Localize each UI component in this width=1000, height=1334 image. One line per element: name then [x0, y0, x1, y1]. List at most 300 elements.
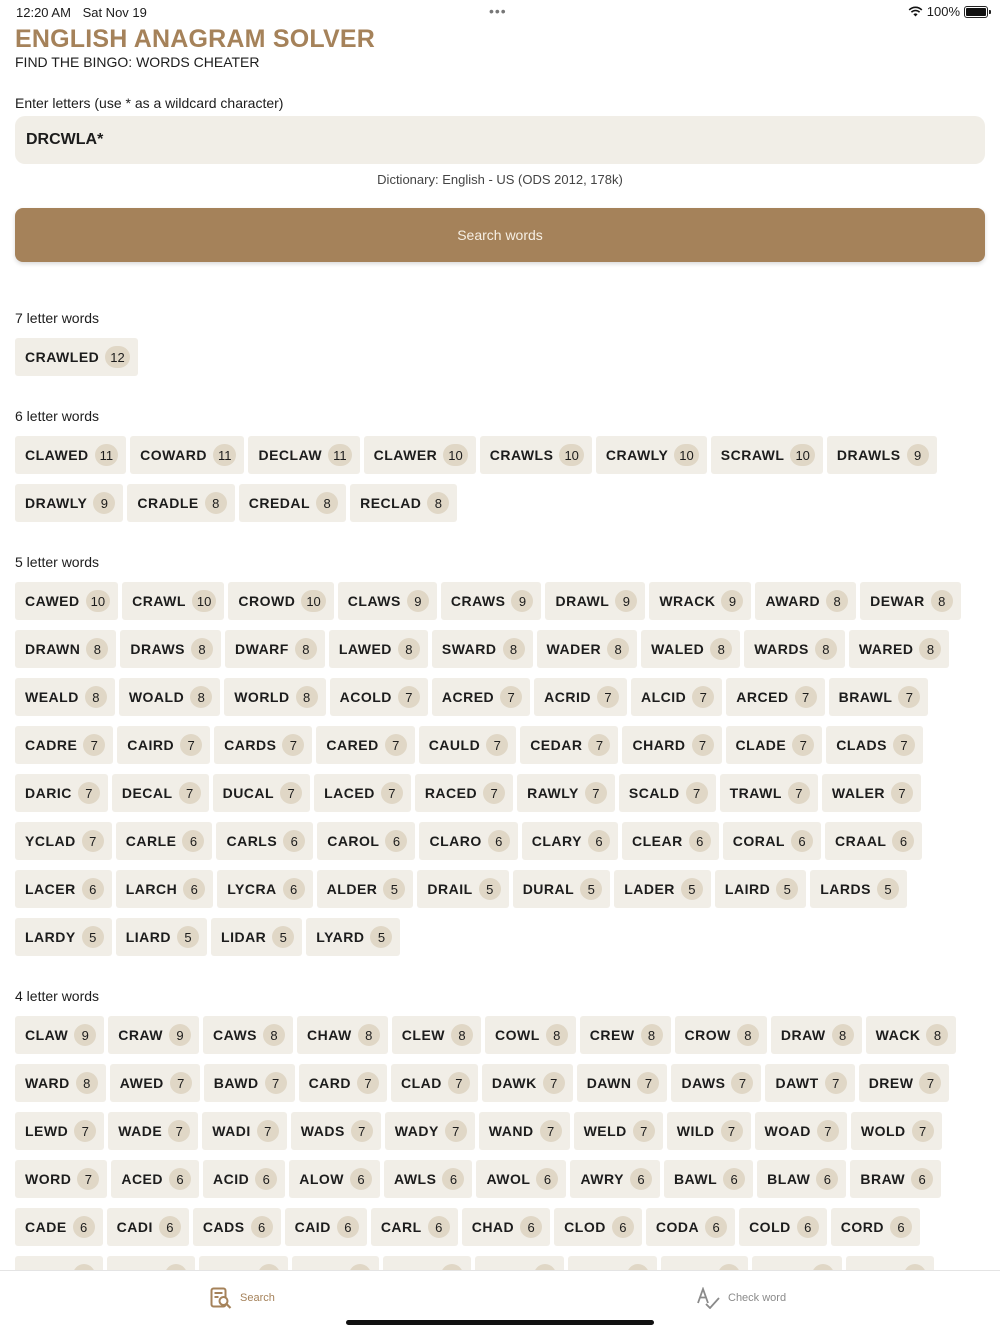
word-text: AWRY [580, 1171, 624, 1187]
word-chip[interactable] [765, 1064, 854, 1102]
word-score-badge: 5 [479, 878, 501, 900]
word-chip[interactable] [534, 678, 627, 716]
group-heading: 6 letter words [15, 408, 100, 424]
word-score-badge: 6 [705, 1216, 727, 1238]
status-bar [0, 0, 1000, 24]
word-score-badge: 7 [265, 1072, 287, 1094]
word-text: TRAWL [729, 785, 782, 801]
word-chip[interactable] [554, 1208, 642, 1246]
word-chip[interactable] [15, 870, 112, 908]
spellcheck-icon [696, 1287, 720, 1309]
word-text: DRAWS [130, 641, 186, 657]
word-chip[interactable] [202, 1112, 287, 1150]
word-chip[interactable] [15, 726, 113, 764]
word-score-badge: 9 [74, 1024, 96, 1046]
word-chip[interactable] [116, 822, 213, 860]
word-chip[interactable] [116, 918, 207, 956]
word-text: WARDS [754, 641, 809, 657]
word-chip[interactable] [116, 870, 214, 908]
word-text: DECAL [121, 785, 173, 801]
word-chip[interactable] [120, 630, 221, 668]
word-score-badge: 12 [105, 346, 129, 368]
word-chip-list [15, 582, 990, 956]
search-words-button[interactable]: Search words [15, 208, 985, 262]
word-text: WAND [488, 1123, 534, 1139]
word-text: SWARD [441, 641, 497, 657]
word-chip[interactable] [419, 726, 517, 764]
word-chip[interactable] [432, 630, 533, 668]
word-chip[interactable] [317, 870, 414, 908]
word-chip[interactable] [306, 918, 400, 956]
word-chip[interactable] [415, 774, 513, 812]
word-text: CAWED [25, 593, 80, 609]
word-chip[interactable] [517, 774, 615, 812]
word-chip-list [15, 436, 990, 522]
word-text: WEALD [25, 689, 79, 705]
word-chip[interactable] [15, 630, 116, 668]
word-text: WORLD [234, 689, 290, 705]
word-chip[interactable] [715, 870, 806, 908]
word-text: DAWS [681, 1075, 726, 1091]
word-chip[interactable] [15, 918, 112, 956]
word-text: CARD [308, 1075, 352, 1091]
word-score-badge: 11 [328, 444, 352, 466]
word-chip[interactable] [225, 630, 325, 668]
word-text: WARED [858, 641, 914, 657]
word-chip[interactable] [338, 582, 437, 620]
word-text: DAWK [491, 1075, 537, 1091]
word-chip[interactable] [15, 338, 138, 376]
word-score-badge: 6 [251, 1216, 273, 1238]
word-chip[interactable] [203, 1016, 293, 1054]
word-chip[interactable] [860, 582, 961, 620]
word-score-badge: 8 [832, 1024, 854, 1046]
word-text: CADI [116, 1219, 153, 1235]
word-score-badge: 8 [86, 638, 108, 660]
word-chip[interactable] [726, 726, 823, 764]
word-chip[interactable] [392, 1016, 481, 1054]
word-text: RECLAD [360, 495, 422, 511]
word-text: CLEAR [631, 833, 683, 849]
word-chip[interactable] [213, 774, 311, 812]
word-score-badge: 8 [295, 638, 317, 660]
status-date: Sat Nov 19 [82, 5, 147, 20]
word-chip[interactable] [485, 1016, 576, 1054]
word-text: LEWD [25, 1123, 69, 1139]
word-chip[interactable] [122, 582, 224, 620]
word-text: DREW [868, 1075, 914, 1091]
word-chip[interactable] [739, 1208, 827, 1246]
word-text: CHAW [307, 1027, 352, 1043]
word-chip[interactable] [866, 1016, 957, 1054]
word-chip[interactable] [130, 436, 244, 474]
word-score-badge: 8 [546, 1024, 568, 1046]
word-text: LARDS [820, 881, 871, 897]
dictionary-selector[interactable]: Dictionary: English - US (ODS 2012, 178k) [377, 172, 623, 187]
word-score-badge: 9 [93, 492, 115, 514]
word-chip[interactable] [364, 436, 476, 474]
word-score-badge: 5 [776, 878, 798, 900]
word-chip[interactable] [317, 822, 415, 860]
word-text: COWL [495, 1027, 540, 1043]
word-score-badge: 8 [607, 638, 629, 660]
word-chip[interactable] [479, 1112, 570, 1150]
word-chip[interactable] [111, 1160, 199, 1198]
word-chip[interactable] [859, 1064, 950, 1102]
word-text: SCALD [628, 785, 680, 801]
word-text: RAWLY [527, 785, 579, 801]
word-text: CLEW [401, 1027, 445, 1043]
word-text: CHAD [471, 1219, 515, 1235]
word-text: WOALD [128, 689, 185, 705]
word-text: CORD [840, 1219, 884, 1235]
word-text: CROWD [238, 593, 296, 609]
word-chip[interactable] [574, 1112, 663, 1150]
word-score-badge: 10 [790, 444, 814, 466]
word-score-badge: 9 [907, 444, 929, 466]
word-text: LAWED [338, 641, 392, 657]
word-chip[interactable] [757, 1160, 846, 1198]
word-chip[interactable] [15, 1016, 104, 1054]
word-score-badge: 7 [351, 1120, 373, 1142]
word-score-badge: 6 [337, 1216, 359, 1238]
word-score-badge: 10 [192, 590, 216, 612]
word-score-badge: 9 [407, 590, 429, 612]
word-score-badge: 8 [503, 638, 525, 660]
word-text: CADE [25, 1219, 67, 1235]
word-text: DECLAW [258, 447, 323, 463]
word-chip[interactable] [432, 678, 530, 716]
word-score-badge: 6 [428, 1216, 450, 1238]
multitasking-dots[interactable]: ••• [489, 3, 507, 19]
word-score-badge: 8 [76, 1072, 98, 1094]
word-chip[interactable] [107, 1208, 189, 1246]
word-chip[interactable] [711, 436, 823, 474]
word-score-badge: 7 [257, 1120, 279, 1142]
word-score-badge: 10 [86, 590, 110, 612]
word-text: AWOL [486, 1171, 531, 1187]
word-text: ACID [213, 1171, 250, 1187]
word-score-badge: 6 [73, 1216, 95, 1238]
word-chip[interactable] [193, 1208, 281, 1246]
word-text: DRAWL [555, 593, 610, 609]
word-chip[interactable] [299, 1064, 387, 1102]
word-score-badge: 7 [788, 782, 810, 804]
word-chip[interactable] [480, 436, 592, 474]
word-text: AWARD [765, 593, 821, 609]
word-score-badge: 7 [179, 782, 201, 804]
word-chip[interactable] [849, 630, 950, 668]
word-score-badge: 9 [511, 590, 533, 612]
word-text: WOLD [860, 1123, 906, 1139]
word-chip[interactable] [385, 1112, 475, 1150]
word-chip[interactable] [203, 1160, 285, 1198]
group-heading: 4 letter words [15, 988, 100, 1004]
word-text: CLAWER [373, 447, 438, 463]
word-chip[interactable] [482, 1064, 573, 1102]
word-text: WADER [546, 641, 602, 657]
word-text: CRAWLED [25, 349, 100, 365]
tab-check-label: Check word [728, 1292, 787, 1304]
tab-check-word[interactable] [696, 1287, 786, 1309]
word-score-badge: 8 [296, 686, 318, 708]
word-chip[interactable] [15, 1160, 107, 1198]
word-chip[interactable] [417, 870, 508, 908]
word-chip[interactable] [744, 630, 845, 668]
word-chip[interactable] [108, 1016, 199, 1054]
word-chip[interactable] [15, 1208, 103, 1246]
word-score-badge: 6 [689, 830, 711, 852]
word-text: LACER [25, 881, 76, 897]
word-text: BAWL [673, 1171, 718, 1187]
word-score-badge: 8 [641, 1024, 663, 1046]
home-indicator [346, 1320, 654, 1325]
word-chip[interactable] [641, 630, 740, 668]
word-text: CLARO [429, 833, 482, 849]
word-chip[interactable] [214, 726, 312, 764]
word-chip[interactable] [520, 726, 618, 764]
word-chip[interactable] [755, 1112, 847, 1150]
word-chip[interactable] [248, 436, 359, 474]
wifi-icon [908, 6, 923, 17]
word-chip[interactable] [622, 726, 721, 764]
word-text: LYARD [316, 929, 365, 945]
word-chip[interactable] [441, 582, 542, 620]
word-chip[interactable] [664, 1160, 753, 1198]
word-score-badge: 6 [169, 1168, 191, 1190]
battery-icon [964, 6, 988, 18]
group-heading: 5 letter words [15, 554, 100, 570]
word-chip[interactable] [522, 822, 618, 860]
word-score-badge: 7 [585, 782, 607, 804]
word-text: CAULD [428, 737, 481, 753]
word-chip[interactable] [810, 870, 907, 908]
word-text: ACRID [544, 689, 592, 705]
word-text: YCLAD [25, 833, 76, 849]
word-text: CAID [294, 1219, 331, 1235]
word-chip[interactable] [851, 1112, 942, 1150]
word-chip[interactable] [15, 822, 112, 860]
word-score-badge: 6 [520, 1216, 542, 1238]
word-chip[interactable] [117, 726, 210, 764]
word-chip[interactable] [15, 484, 123, 522]
word-chip[interactable] [204, 1064, 295, 1102]
word-chip[interactable] [755, 582, 856, 620]
word-score-badge: 6 [488, 830, 510, 852]
word-score-badge: 8 [919, 638, 941, 660]
word-chip[interactable] [614, 870, 711, 908]
word-chip[interactable] [384, 1160, 472, 1198]
word-chip[interactable] [127, 484, 234, 522]
word-chip[interactable] [826, 726, 923, 764]
word-chip[interactable] [827, 436, 937, 474]
word-chip[interactable] [15, 774, 108, 812]
word-score-badge: 8 [205, 492, 227, 514]
word-score-badge: 7 [792, 734, 814, 756]
word-score-badge: 7 [385, 734, 407, 756]
word-chip[interactable] [622, 822, 719, 860]
word-text: BRAWL [838, 689, 893, 705]
word-chip[interactable] [537, 630, 638, 668]
word-text: CLADS [836, 737, 887, 753]
word-text: CODA [655, 1219, 700, 1235]
word-chip[interactable] [15, 1064, 106, 1102]
word-chip[interactable] [476, 1160, 566, 1198]
letters-input[interactable] [15, 116, 985, 164]
word-score-badge: 10 [443, 444, 467, 466]
word-chip[interactable] [825, 822, 923, 860]
word-chip[interactable] [671, 1064, 761, 1102]
word-chip[interactable] [513, 870, 611, 908]
word-chip[interactable] [285, 1208, 367, 1246]
word-text: BAWD [213, 1075, 259, 1091]
word-text: DRAWLY [25, 495, 88, 511]
word-score-badge: 5 [82, 926, 104, 948]
group-heading: 7 letter words [15, 310, 100, 326]
word-text: LADER [624, 881, 675, 897]
word-score-badge: 7 [898, 686, 920, 708]
word-text: AWLS [394, 1171, 437, 1187]
word-chip[interactable] [314, 774, 411, 812]
word-text: DRAW [780, 1027, 826, 1043]
word-score-badge: 11 [95, 444, 119, 466]
word-score-badge: 6 [797, 1216, 819, 1238]
word-chip[interactable] [211, 918, 302, 956]
word-chip[interactable] [119, 678, 220, 716]
word-score-badge: 6 [442, 1168, 464, 1190]
word-text: LYCRA [227, 881, 277, 897]
word-score-badge: 7 [445, 1120, 467, 1142]
word-score-badge: 6 [283, 878, 305, 900]
word-score-badge: 8 [926, 1024, 948, 1046]
word-chip[interactable] [329, 630, 428, 668]
word-chip[interactable] [239, 484, 346, 522]
word-chip[interactable] [216, 822, 313, 860]
word-text: ALCID [641, 689, 687, 705]
word-chip[interactable] [15, 678, 115, 716]
word-score-badge: 6 [588, 830, 610, 852]
word-chip[interactable] [850, 1160, 941, 1198]
word-chip[interactable] [228, 582, 333, 620]
word-text: CAWS [213, 1027, 257, 1043]
word-chip[interactable] [619, 774, 716, 812]
word-text: DRAIL [427, 881, 473, 897]
word-chip[interactable] [391, 1064, 478, 1102]
word-score-badge: 10 [674, 444, 698, 466]
word-text: DEWAR [870, 593, 925, 609]
word-text: WOAD [764, 1123, 811, 1139]
word-chip[interactable] [15, 436, 126, 474]
word-score-badge: 6 [630, 1168, 652, 1190]
word-chip[interactable] [110, 1064, 200, 1102]
word-chip[interactable] [350, 484, 457, 522]
word-score-badge: 7 [448, 1072, 470, 1094]
word-score-badge: 7 [893, 734, 915, 756]
word-chip[interactable] [462, 1208, 550, 1246]
word-chip[interactable] [291, 1112, 381, 1150]
word-chip[interactable] [720, 774, 818, 812]
word-score-badge: 7 [919, 1072, 941, 1094]
word-text: ACRED [441, 689, 495, 705]
word-chip[interactable] [330, 678, 428, 716]
word-chip[interactable] [723, 822, 821, 860]
word-chip[interactable] [667, 1112, 751, 1150]
word-chip[interactable] [570, 1160, 659, 1198]
word-text: CORAL [732, 833, 785, 849]
word-text: CRAWS [450, 593, 506, 609]
word-score-badge: 6 [183, 878, 205, 900]
word-text: WADI [212, 1123, 251, 1139]
word-score-badge: 7 [170, 1072, 192, 1094]
word-chip[interactable] [224, 678, 325, 716]
word-text: CARL [380, 1219, 422, 1235]
word-score-badge: 8 [263, 1024, 285, 1046]
word-chip[interactable] [545, 582, 645, 620]
word-chip[interactable] [646, 1208, 735, 1246]
word-text: ALOW [299, 1171, 344, 1187]
word-text: DUCAL [222, 785, 275, 801]
word-text: CRAWLY [605, 447, 669, 463]
word-text: CARLS [226, 833, 278, 849]
word-text: COWARD [140, 447, 207, 463]
word-score-badge: 6 [816, 1168, 838, 1190]
word-chip[interactable] [371, 1208, 458, 1246]
word-score-badge: 9 [721, 590, 743, 612]
word-chip[interactable] [771, 1016, 862, 1054]
word-chip[interactable] [112, 774, 209, 812]
tab-search[interactable] [210, 1287, 275, 1309]
word-score-badge: 7 [721, 1120, 743, 1142]
word-chip[interactable] [631, 678, 722, 716]
word-chip[interactable] [108, 1112, 198, 1150]
word-score-badge: 9 [169, 1024, 191, 1046]
word-chip[interactable] [15, 582, 118, 620]
word-chip[interactable] [580, 1016, 671, 1054]
word-chip[interactable] [649, 582, 751, 620]
word-text: WILD [676, 1123, 715, 1139]
word-chip[interactable] [829, 678, 929, 716]
word-chip[interactable] [297, 1016, 388, 1054]
word-chip[interactable] [316, 726, 414, 764]
word-text: CADRE [25, 737, 78, 753]
app-title: ENGLISH ANAGRAM SOLVER [15, 25, 375, 53]
word-chip[interactable] [289, 1160, 380, 1198]
word-score-badge: 10 [559, 444, 583, 466]
word-chip[interactable] [15, 1112, 104, 1150]
word-chip[interactable] [217, 870, 312, 908]
word-score-badge: 7 [77, 1168, 99, 1190]
word-score-badge: 8 [398, 638, 420, 660]
word-score-badge: 7 [637, 1072, 659, 1094]
word-chip[interactable] [596, 436, 707, 474]
word-text: CARLE [125, 833, 177, 849]
word-chip[interactable] [419, 822, 517, 860]
word-text: CLARY [531, 833, 582, 849]
word-score-badge: 6 [385, 830, 407, 852]
word-chip[interactable] [675, 1016, 767, 1054]
word-chip[interactable] [822, 774, 921, 812]
word-score-badge: 7 [398, 686, 420, 708]
word-chip[interactable] [831, 1208, 920, 1246]
word-score-badge: 8 [316, 492, 338, 514]
word-text: CHARD [632, 737, 686, 753]
word-text: DAWN [586, 1075, 632, 1091]
status-time: 12:20 AM [16, 5, 71, 20]
word-chip[interactable] [726, 678, 824, 716]
word-text: CARED [326, 737, 379, 753]
word-chip[interactable] [577, 1064, 668, 1102]
word-text: WELD [583, 1123, 627, 1139]
